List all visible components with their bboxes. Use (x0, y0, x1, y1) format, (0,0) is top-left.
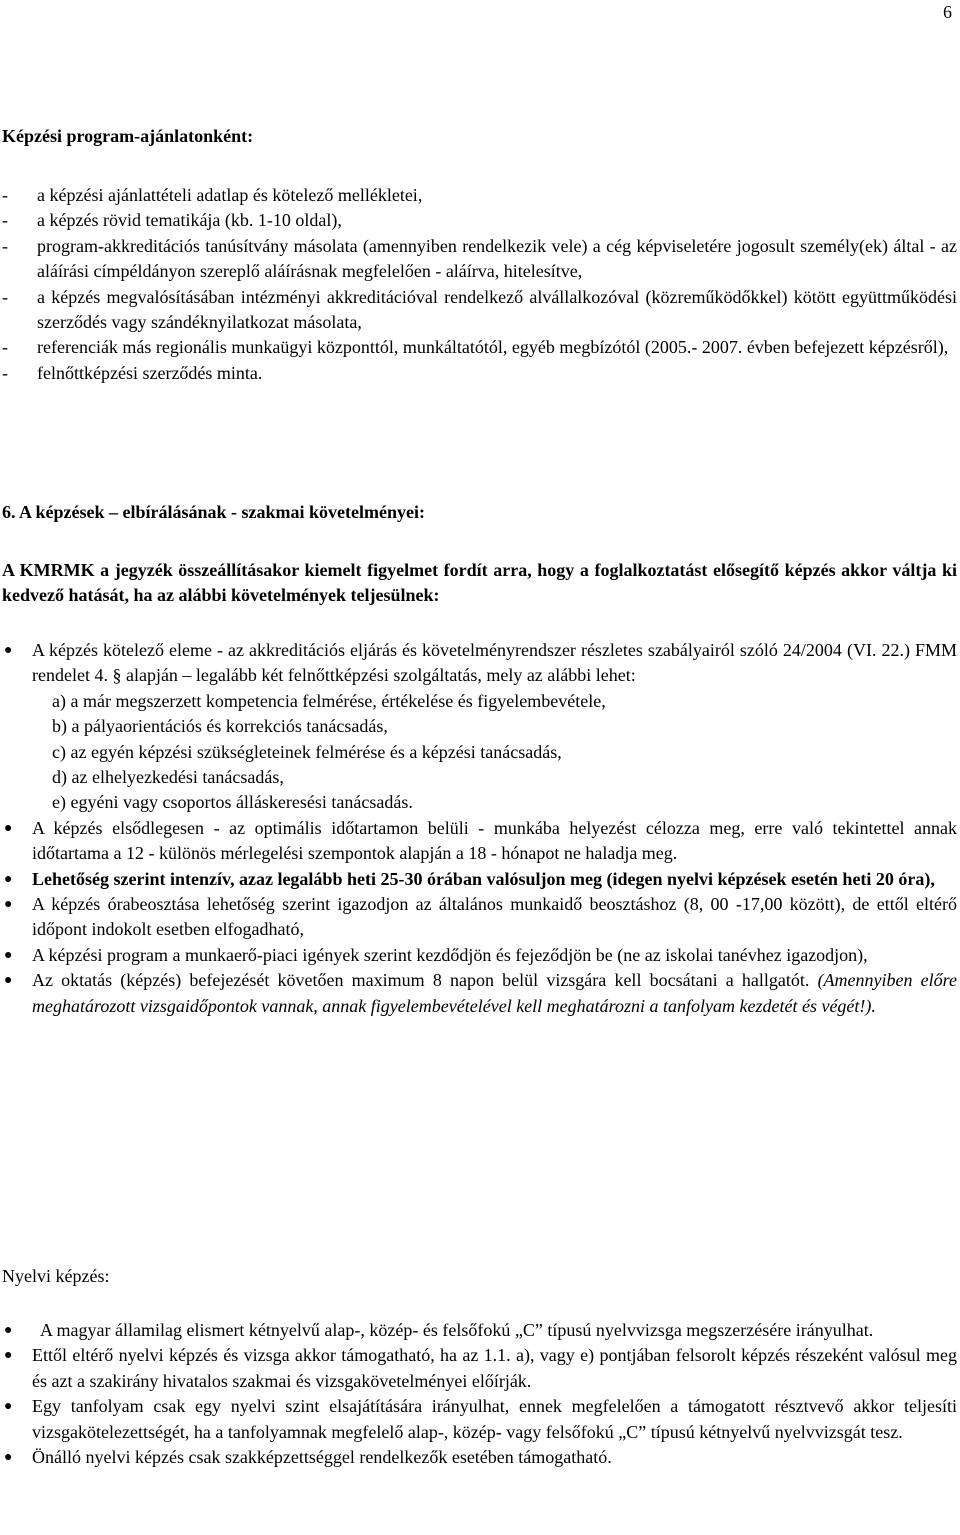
bullet-icon: ● (4, 1348, 13, 1364)
bullet-icon: ● (4, 871, 13, 887)
language-training-list (2, 1318, 957, 1470)
bullet-icon: ● (4, 973, 13, 989)
service-type-item: e) egyéni vagy csoportos álláskeresési tanácsadás. (52, 792, 413, 813)
required-documents-list (2, 183, 957, 386)
bullet-icon: ● (4, 820, 13, 836)
bullet-icon: ● (4, 1399, 13, 1415)
bullet-icon: ● (4, 947, 13, 963)
bullet-icon: ● (4, 643, 13, 658)
service-type-item: c) az egyén képzési szükségleteinek felmérése és a képzési tanácsadás, (52, 741, 562, 762)
requirements-intro: A KMRMK a jegyzék összeállításakor kiemelt figyelmet fordít arra, hogy a foglalkoztatást elősegítő képzés akkor váltja ki kedvező hatását, ha az alábbi követelmények teljesülnek: (2, 560, 957, 606)
section-heading-requirements: 6. A képzések – elbírálásának - szakmai követelményei: (2, 502, 425, 522)
service-type-item: d) az elhelyezkedési tanácsadás, (52, 767, 284, 788)
list-item: - program-akkreditációs tanúsítvány másolata (amennyiben rendelkezik vele) a cég képviseletére jogosult személy(ek) által - az aláírási címpéldányon szereplő aláírásnak megfelelően - aláírva, hitelesítve, (2, 235, 957, 282)
list-item: ● Az oktatás (képzés) befejezését követően maximum 8 napon belül vizsgára kell bocsátani a hallgatót. (Amennyiben előre meghatározott vizsgaidőpontok vannak, annak figyelembevételével kell meghatározni a tanfolyam kezdetét és végét!). (2, 968, 957, 1019)
list-item: - felnőttképzési szerződés minta. (2, 362, 263, 383)
list-item: ● A képzési program a munkaerő-piaci igények szerint kezdődjön és fejeződjön be (ne az iskolai tanévhez igazodjon), (2, 943, 957, 968)
list-item: - a képzés megvalósításában intézményi akkreditációval rendelkező alvállalkozóval (közreműködőkkel) kötött együttműködési szerződés vagy szándéknyilatkozat másolata, (2, 286, 957, 333)
bullet-icon: ● (4, 1323, 13, 1338)
section-heading-language-training: Nyelvi képzés: (2, 1266, 110, 1286)
bullet-icon: ● (4, 897, 13, 913)
list-item: ● A képzés kötelező eleme - az akkreditációs eljárás és követelményrendszer részletes szabályairól szóló 24/2004 (VI. 22.) FMM rendelet 4. § alapján – legalább két felnőttképzési szolgáltatás, mely az alábbi lehet: a) a már megszerzett kompetencia felmérése, értékelése és figyelembevétele, b) a pályaorientációs és korrekciós tanácsadás, c) az egyén képzési szükségleteinek felmérése és a képzési tanácsadás, d) az elhelyezkedési tanácsadás, e) egyéni vagy csoportos álláskeresési tanácsadás. (2, 638, 957, 816)
list-item: - a képzési ajánlattételi adatlap és kötelező mellékletei, (2, 185, 423, 205)
list-item: ● A képzés órabeosztása lehetőség szerint igazodjon az általános munkaidő beosztáshoz (8, 00 -17,00 között), de ettől eltérő időpont indokolt esetben elfogadható, (2, 892, 957, 943)
list-item: - referenciák más regionális munkaügyi központtól, munkáltatótól, egyéb megbízótól (2005.- 2007. évben befejezett képzésről), (2, 337, 949, 358)
service-type-item: a) a már megszerzett kompetencia felmérése, értékelése és figyelembevétele, (52, 690, 606, 711)
list-item: - a képzés rövid tematikája (kb. 1-10 oldal), (2, 210, 342, 231)
list-item: ● Önálló nyelvi képzés csak szakképzettséggel rendelkezők esetében támogatható. (2, 1445, 957, 1470)
list-item: ● A képzés elsődlegesen - az optimális időtartamon belüli - munkába helyezést célozza meg, erre való tekintettel annak időtartama a 12 - különös mérlegelési szempontok alapján a 18 - hónapot ne haladja meg. (2, 816, 957, 867)
list-item: ● Ettől eltérő nyelvi képzés és vizsga akkor támogatható, ha az 1.1. a), vagy e) pontjában felsorolt képzés részeként valósul meg és azt a szakirány hivatalos szakmai és vizsgakövetelményei előírják. (2, 1343, 957, 1394)
requirements-list (2, 638, 957, 1019)
list-item: ● Egy tanfolyam csak egy nyelvi szint elsajátítására irányulhat, ennek megfelelően a támogatott résztvevő akkor teljesíti vizsgakötelezettségét, ha a tanfolyamnak megfelelő alap-, közép- vagy felsőfokú „C” típusú kétnyelvű nyelvvizsgát tesz. (2, 1394, 957, 1445)
list-item: ● Lehetőség szerint intenzív, azaz legalább heti 25-30 órában valósuljon meg (idegen nyelvi képzések esetén heti 20 óra), (2, 867, 957, 892)
bullet-icon: ● (4, 1450, 13, 1466)
service-type-item: b) a pályaorientációs és korrekciós tanácsadás, (52, 716, 388, 737)
list-item: ● A magyar államilag elismert kétnyelvű alap-, közép- és felsőfokú „C” típusú nyelvvizsga megszerzésére irányulhat. (2, 1318, 957, 1343)
section-heading-program-offers: Képzési program-ajánlatonként: (2, 126, 254, 146)
page-number: 6 (943, 2, 952, 22)
